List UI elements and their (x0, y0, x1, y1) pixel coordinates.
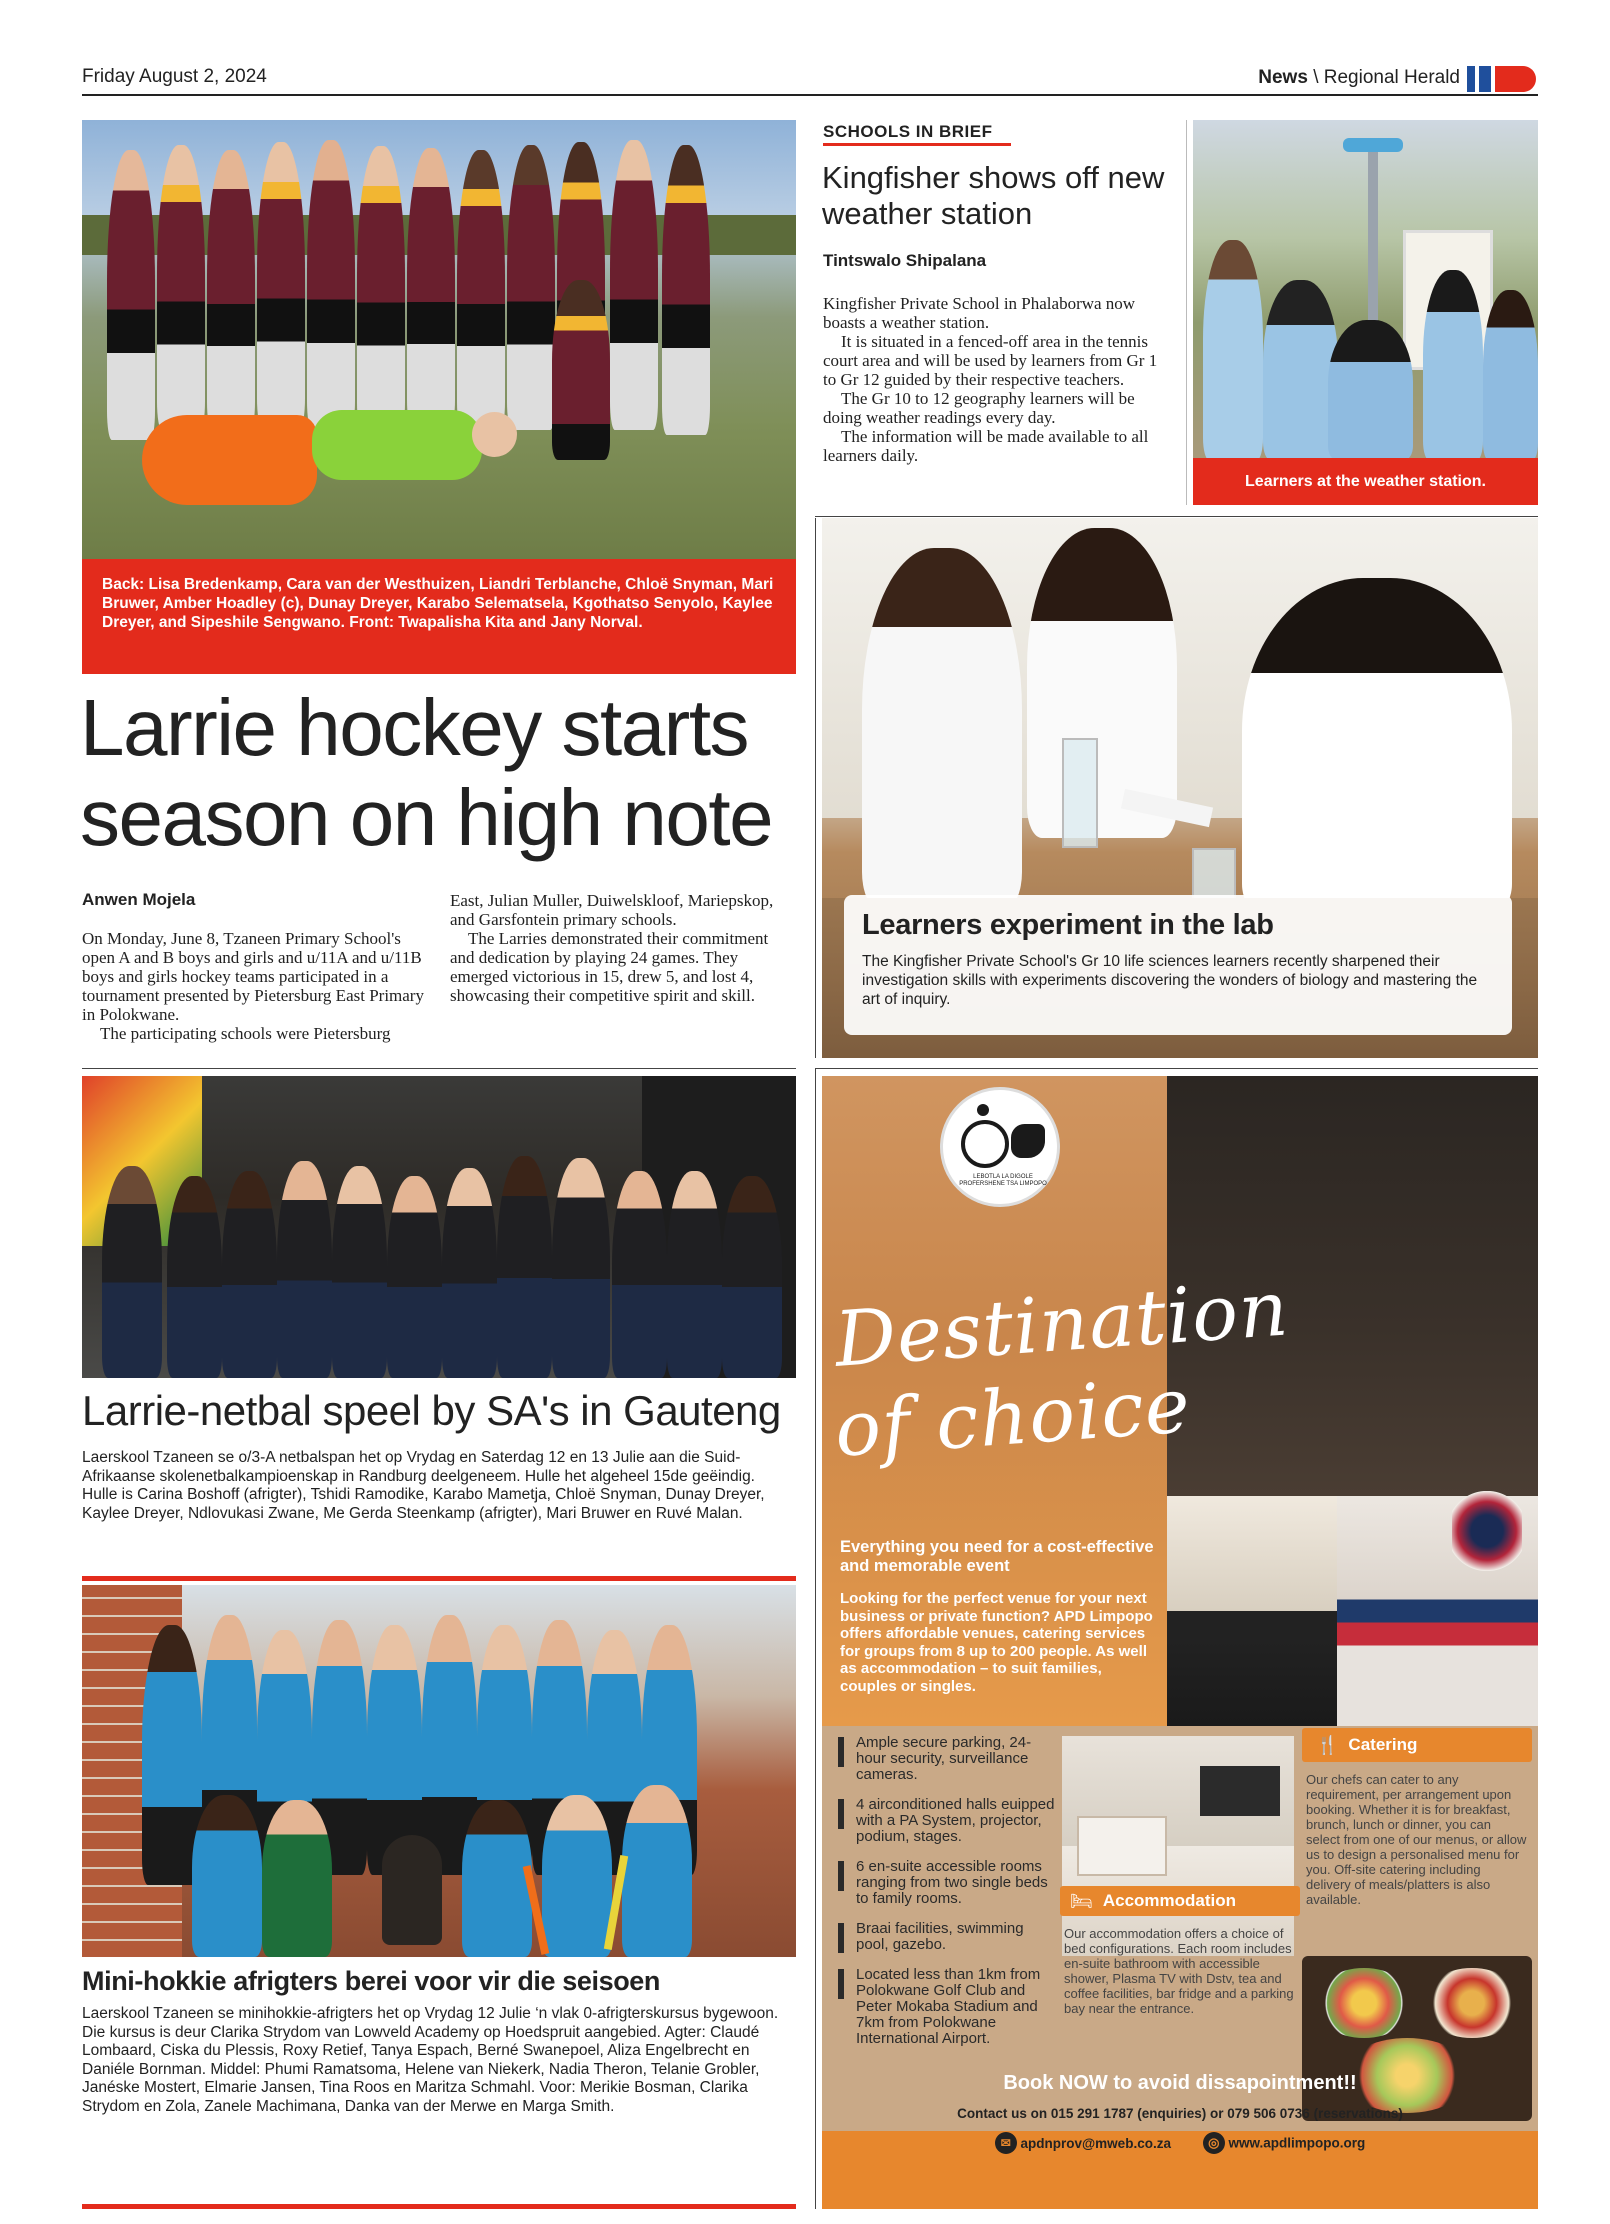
advert-cta: Book NOW to avoid dissapointment!! (1003, 2072, 1357, 2094)
advert-email[interactable]: apdnprov@mweb.co.za (1020, 2135, 1171, 2151)
brief-bottom-rule (815, 516, 1538, 517)
hockey-body-col2 (450, 891, 795, 1005)
kingfisher-paragraph: The Gr 10 to 12 geography learners will be doing weather readings every day. (823, 389, 1135, 427)
hockey-body-col1 (82, 929, 427, 1043)
netball-text: Laerskool Tzaneen se o/3-A netbalspan het op Vrydag en Saterdag 12 en 13 Julie aan die Suid-Afrikaanse skolenetbalkampioenskap in Randburg deelgeneem. Hulle het algeheel 15de geëindig. Hulle is Carina Boshoff (afrigter), Tshidi Ramodike, Karabo Mametja, Chloë Snyman, Dunay Dreyer, Kaylee Dreyer, Ndlovukasi Zwane, Me Gerda Steenkamp (afrigter), Mari Bruwer en Ruvé Malan. (82, 1449, 765, 1522)
header-masthead (1258, 67, 1460, 89)
header-separator: \ (1313, 67, 1319, 88)
weather-station-caption-text: Learners at the weather station. (1245, 472, 1486, 490)
header-date: Friday August 2, 2024 (82, 66, 267, 87)
section-rule (82, 1068, 796, 1069)
hockey-photo-caption (82, 559, 796, 674)
minihockey-coaches-photo (82, 1585, 796, 1957)
netball-headline: Larrie-netbal speel by SA's in Gauteng (82, 1387, 781, 1434)
advert-features-list (830, 1735, 1060, 2061)
hockey-headline (80, 683, 800, 863)
catering-text: Our chefs can cater to any requirement, per arrangement upon booking. Whether it is for breakfast, brunch, lunch or dinner, you can select from one of our menus, or allow us to design a personalised menu for you. Off-site catering including delivery of meals/platters is also available. (1306, 1772, 1527, 1907)
hockey-photo-caption-text: Back: Lisa Bredenkamp, Cara van der Westhuizen, Liandri Terblanche, Chloë Snyman, Mari Bruwer, Amber Hoadley (c), Dunay Dreyer, Karabo Selematsela, Kgothatso Senyolo, Kaylee Dreyer, and Sipeshile Sengwano. Front: Twapalisha Kita and Jany Norval. (102, 576, 774, 631)
hockey-col2-paragraph: East, Julian Muller, Duiwelskloof, Mariepskop, and Garsfontein primary schools. (450, 891, 774, 929)
apd-logo-text: LEBOTLA LA DIGOLE PROFERSHENE TSA LIMPOPO (959, 1174, 1047, 1187)
minihockey-headline: Mini-hokkie afrigters berei voor vir die seisoen (82, 1966, 660, 1996)
kingfisher-headline (822, 160, 1192, 232)
globe-icon: ◎ (1203, 2132, 1225, 2154)
kingfisher-body (823, 294, 1168, 465)
kingfisher-paragraph: Kingfisher Private School in Phalaborwa now boasts a weather station. (823, 294, 1136, 332)
hockey-headline-line2: season on high note (80, 773, 773, 862)
feature-item: Braai facilities, swimming pool, gazebo. (830, 1921, 1060, 1953)
advert-headline-line1: Destination (831, 1263, 1292, 1384)
minihockey-text: Laerskool Tzaneen se minihokkie-afrigters het op Vrydag 12 Julie ‘n vlak 0-afrigterskursus bygewoon. Die kursus is deur Clarika Strydom van Lowveld Academy op Hoedspruit aangebied. Agter: Claudé Lombaard, Ciska du Plessis, Roxy Retief, Tanya Espach, Berné Swanepoel, Aliza Engelbrecht en Daniéle Bornman. Middel: Phumi Ramatsoma, Helene van Niekerk, Nadia Theron, Telanie Grobler, Janéske Mostert, Elmarie Jansen, Tina Roos en Maritza Schmahl. Voor: Merikie Bosman, Clarika Strydom en Zola, Zanele Machimana, Danka van der Merwe en Marga Smith. (82, 2005, 779, 2115)
cutlery-icon: 🍴 (1316, 1734, 1339, 1755)
feature-item: Ample secure parking, 24-hour security, surveillance cameras. (830, 1735, 1060, 1783)
hockey-byline: Anwen Mojela (82, 890, 196, 909)
hockey-col1-paragraph: The participating schools were Pietersburg (100, 1024, 391, 1043)
header-section: News (1258, 67, 1308, 88)
schools-brief-kicker-underline (823, 143, 1011, 146)
minihockey-top-rule (82, 1576, 796, 1581)
kingfisher-headline-line1: Kingfisher shows off new (822, 160, 1165, 195)
email-icon: ✉ (995, 2132, 1017, 2154)
header-flag-icon (1467, 66, 1536, 92)
advert-intro: Looking for the perfect venue for your next business or private function? APD Limpopo offers affordable venues, catering services for groups from 8 up to 200 people. As well as accommodation – to suit families, couples or singles. (840, 1590, 1153, 1695)
advert-contact: Contact us on 015 291 1787 (enquiries) or 079 506 0736 (reservations) (957, 2106, 1403, 2121)
feature-item: 6 en-suite accessible rooms ranging from two single beds to family rooms. (830, 1859, 1060, 1907)
lab-text: The Kingfisher Private School's Gr 10 life sciences learners recently sharpened their investigation skills with experiments discovering the wonders of biology and mastering the art of inquiry. (862, 953, 1478, 1008)
kingfisher-byline: Tintswalo Shipalana (823, 251, 987, 270)
advert-website[interactable]: www.apdlimpopo.org (1228, 2135, 1366, 2151)
header-rule (82, 94, 1538, 96)
advert-tagline: Everything you need for a cost-effective and memorable event (840, 1538, 1154, 1575)
lab-caption-panel (844, 895, 1512, 1035)
catering-title-bar (1302, 1728, 1532, 1762)
feature-item: Located less than 1km from Polokwane Golf Club and Peter Mokaba Stadium and 7km from Polokwane International Airport. (830, 1967, 1060, 2047)
apd-logo (940, 1087, 1060, 1207)
kingfisher-headline-line2: weather station (822, 196, 1033, 231)
minihockey-bottom-rule (82, 2204, 796, 2209)
weather-station-photo (1193, 120, 1538, 458)
schools-brief-kicker: SCHOOLS IN BRIEF (823, 122, 993, 141)
feature-item: 4 airconditioned halls euipped with a PA System, projector, podium, stages. (830, 1797, 1060, 1845)
hockey-team-photo (82, 120, 796, 559)
catering-title: Catering (1348, 1735, 1418, 1754)
hockey-headline-line1: Larrie hockey starts (80, 683, 749, 772)
weather-station-caption (1193, 458, 1538, 505)
wheelchair-icon (961, 1120, 1009, 1168)
accommodation-title: Accommodation (1102, 1891, 1237, 1910)
lab-headline: Learners experiment in the lab (862, 909, 1274, 941)
advert-headline-line2: of choice (831, 1360, 1194, 1474)
netball-team-photo (82, 1076, 796, 1378)
bed-icon: 🛏 (1070, 1890, 1093, 1911)
accommodation-text: Our accommodation offers a choice of bed configurations. Each room includes en-suite bathroom with accessible shower, Plasma TV with Dstv, tea and coffee facilities, bar fridge and a parking bay near the entrance. (1064, 1926, 1294, 2016)
header-publication: Regional Herald (1323, 67, 1460, 88)
advert-links (822, 2132, 1538, 2154)
advert-headline (831, 1263, 1292, 1475)
kingfisher-paragraph: The information will be made available to all learners daily. (823, 427, 1149, 465)
accommodation-title-bar (1060, 1886, 1300, 1916)
kingfisher-paragraph: It is situated in a fenced-off area in the tennis court area and will be used by learners from Gr 1 to Gr 12 guided by their respective teachers. (823, 332, 1158, 389)
column-divider (1186, 120, 1187, 505)
hockey-col2-paragraph: The Larries demonstrated their commitment and dedication by playing 24 games. They emerged victorious in 15, drew 5, and lost 4, showcasing their competitive spirit and skill. (450, 929, 769, 1005)
hockey-col1-paragraph: On Monday, June 8, Tzaneen Primary School's open A and B boys and girls and u/11A and u/11B boys and girls hockey teams participated in a tournament presented by Pietersburg East Primary in Polokwane. (82, 929, 424, 1024)
column-divider (815, 518, 816, 1058)
